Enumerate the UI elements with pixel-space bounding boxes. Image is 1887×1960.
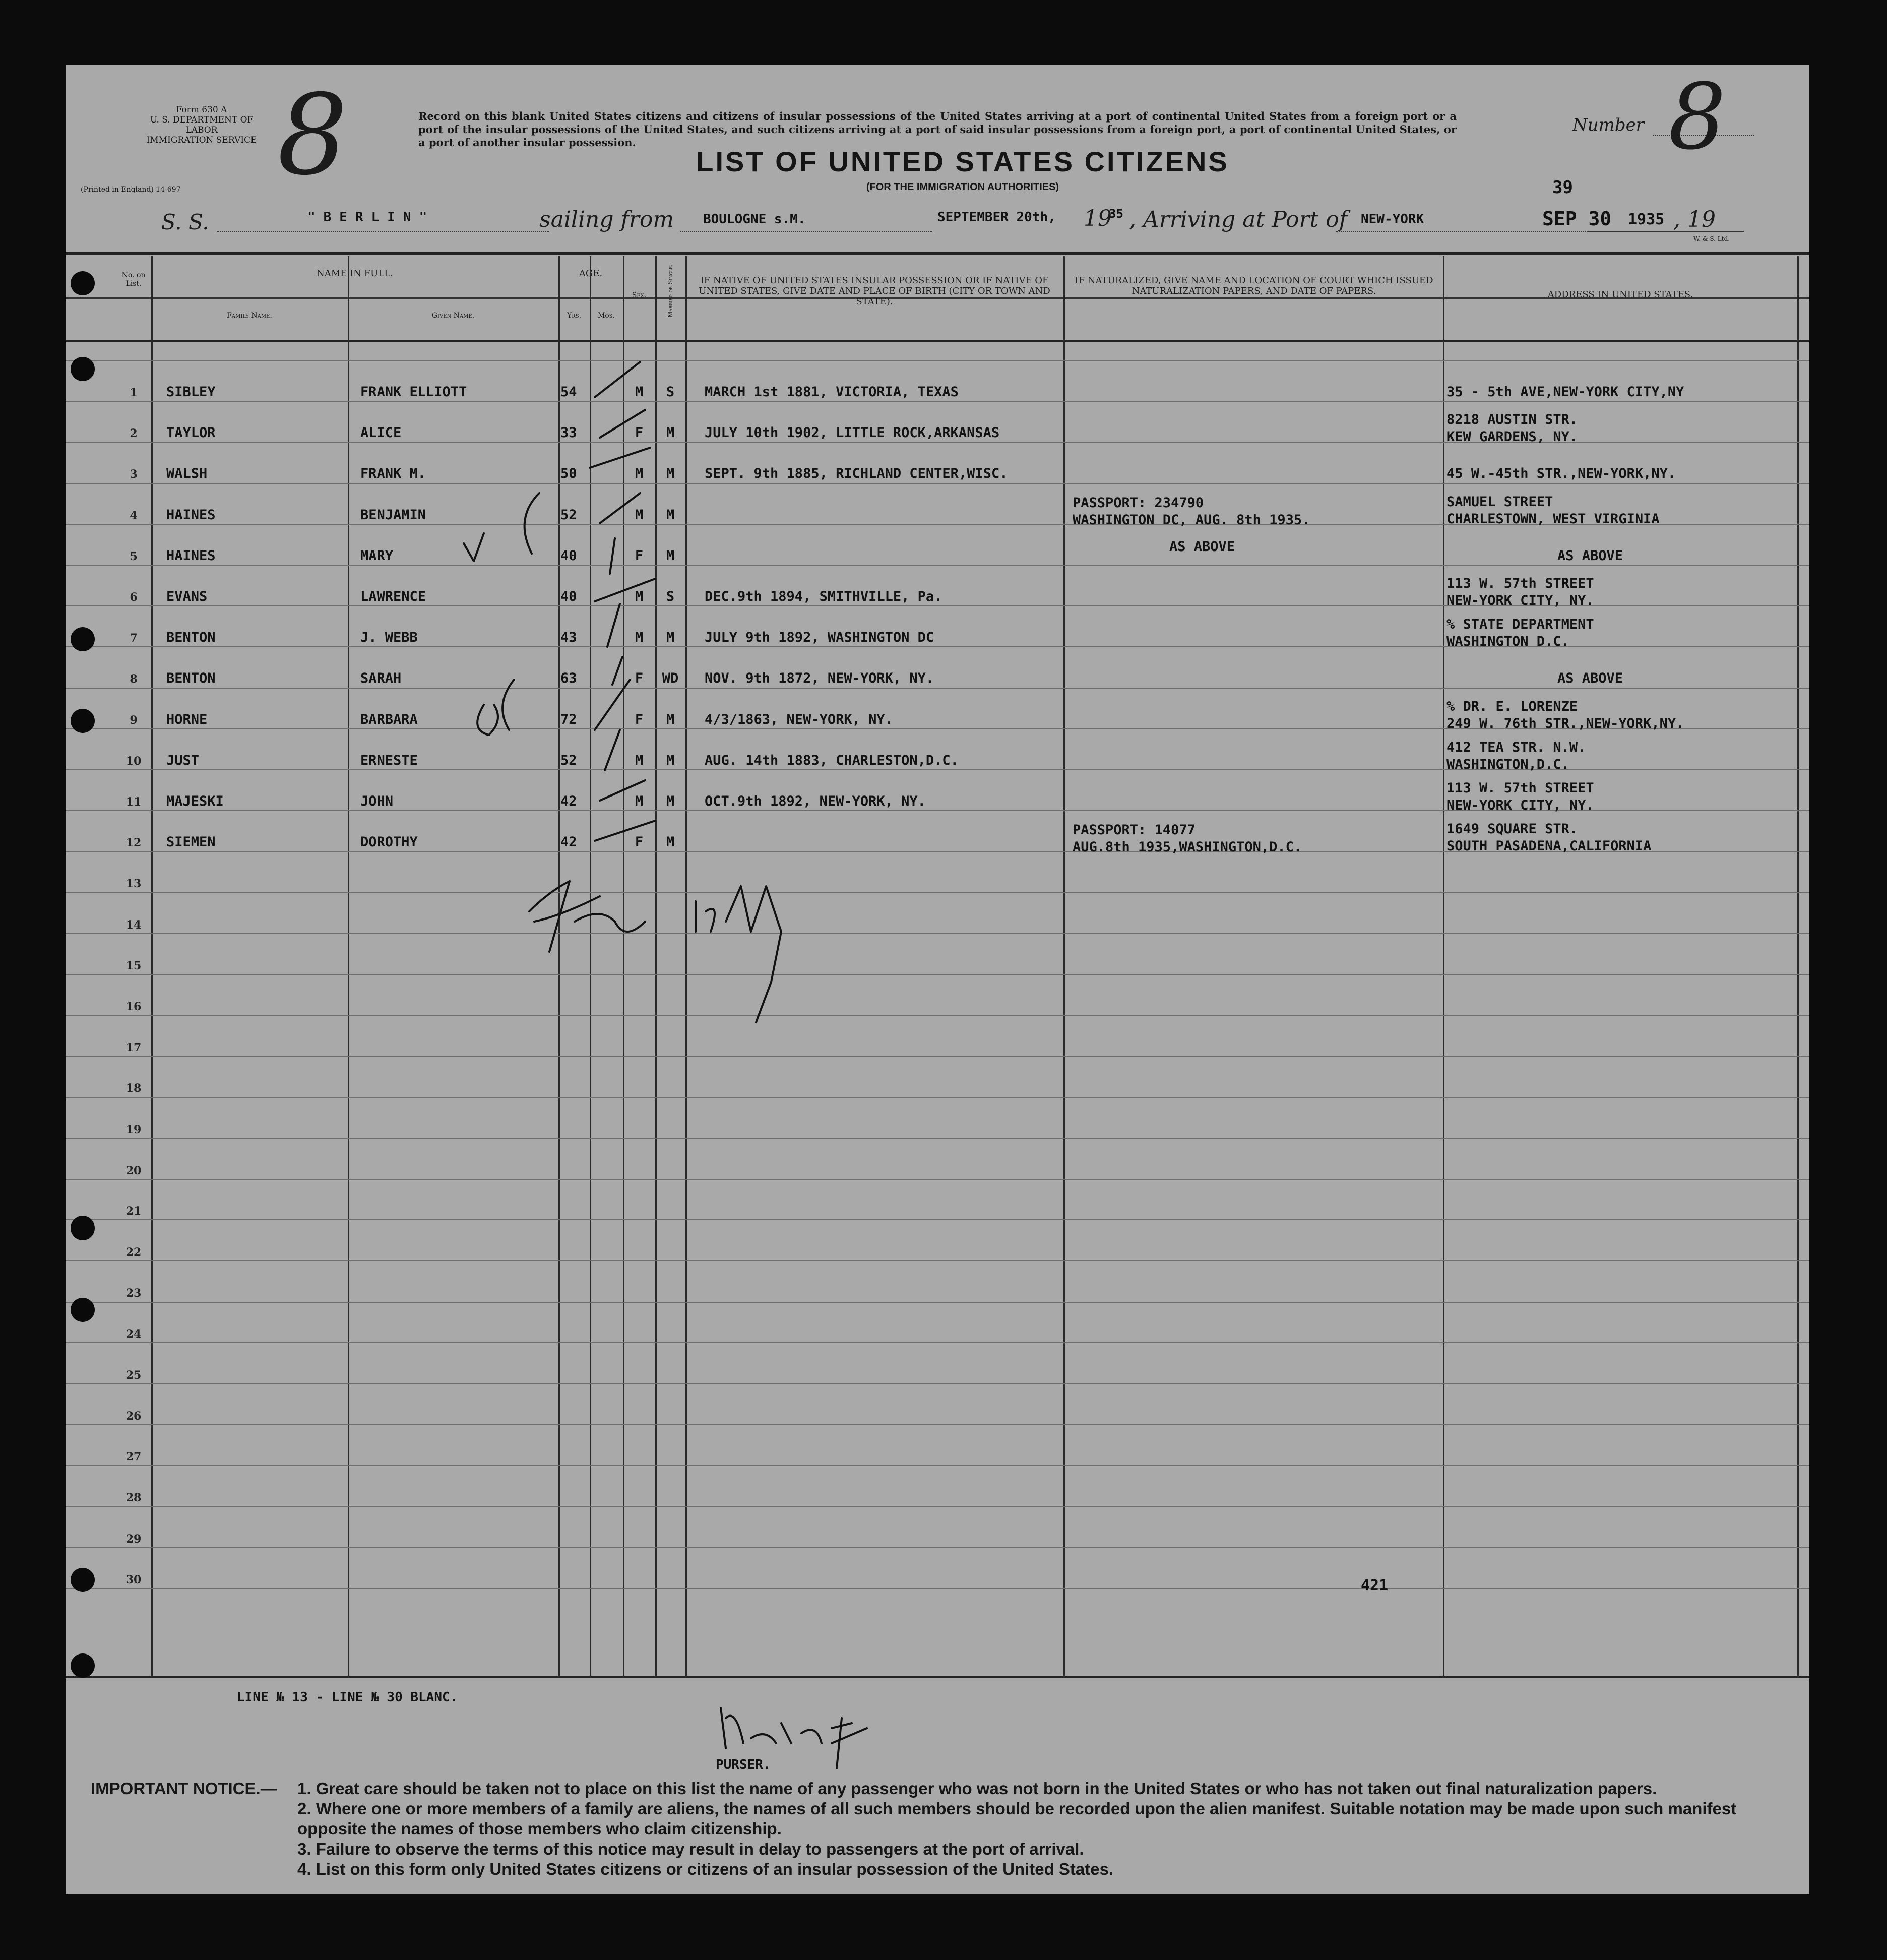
manifest-sheet: [66, 65, 1809, 1894]
birth-info: 4/3/1863, NEW-YORK, NY.: [705, 711, 893, 727]
address-line-1: AS ABOVE: [1557, 670, 1623, 687]
family-name: TAYLOR: [166, 425, 216, 441]
notice-item: 1. Great care should be taken not to place on this list the name of any passenger who was not born in the United States or who has not taken out final naturalization papers.: [297, 1779, 1657, 1798]
printer-mark: W. & S. Ltd.: [1693, 235, 1730, 242]
marital-status: M: [666, 425, 675, 441]
marital-status: M: [666, 834, 675, 850]
marital-status: M: [666, 547, 675, 564]
age-years: 42: [560, 834, 577, 850]
birth-info: SEPT. 9th 1885, RICHLAND CENTER,WISC.: [705, 466, 1008, 482]
address-line-2: NEW-YORK CITY, NY.: [1446, 593, 1594, 608]
birth-info: OCT.9th 1892, NEW-YORK, NY.: [705, 793, 926, 809]
header-no: No. on List.: [121, 271, 146, 288]
naturalization-line-2: AUG.8th 1935,WASHINGTON,D.C.: [1073, 839, 1302, 855]
row-number: 13: [125, 877, 142, 891]
given-name: SARAH: [360, 670, 402, 687]
address-line-2: CHARLESTOWN, WEST VIRGINIA: [1446, 511, 1660, 527]
row-number: 17: [125, 1041, 142, 1055]
row-number: 8: [130, 672, 138, 686]
header-given: Given Name.: [431, 312, 475, 320]
handwritten-time-note: [696, 886, 781, 1022]
sex-value: M: [635, 384, 644, 400]
given-name: ALICE: [360, 425, 402, 441]
check-mark: [600, 410, 645, 438]
address-line-1: AS ABOVE: [1557, 547, 1623, 564]
bracket-mark: [525, 493, 539, 554]
handwritten-annotations: [66, 65, 1809, 1894]
header-name-full: NAME IN FULL.: [317, 268, 393, 279]
sex-value: F: [635, 547, 644, 564]
arriving-label: , Arriving at Port of: [1129, 207, 1347, 232]
age-years: 63: [560, 670, 577, 687]
row-number: 21: [125, 1205, 142, 1218]
header-mos: Mos.: [598, 312, 615, 320]
stamp-date: SEP 30: [1542, 208, 1612, 230]
family-name: SIBLEY: [166, 384, 216, 400]
row-number: 14: [125, 918, 142, 932]
check-mark: [595, 579, 655, 601]
address-line-1: 113 W. 57th STREET: [1446, 576, 1594, 591]
age-years: 42: [560, 793, 577, 809]
age-years: 40: [560, 589, 577, 604]
header-yrs: Yrs.: [567, 312, 582, 320]
year-suffix: 35: [1109, 207, 1123, 221]
sex-value: M: [635, 793, 644, 809]
family-name: WALSH: [166, 466, 208, 482]
birth-info: AUG. 14th 1883, CHARLESTON,D.C.: [705, 752, 959, 768]
punch-hole: [71, 1298, 95, 1322]
given-name: JOHN: [360, 793, 394, 809]
notice-item: 2. Where one or more members of a family are aliens, the names of all such members should be recorded upon the alien manifest. Suitable notation may be made upon such manifest opposite the names of those members who claim citizenship.: [297, 1799, 1737, 1838]
birth-info: NOV. 9th 1872, NEW-YORK, NY.: [705, 670, 934, 687]
handwritten-time-note: [529, 881, 645, 952]
marital-status: M: [666, 466, 675, 482]
age-years: 40: [560, 547, 577, 564]
ship-label: S. S.: [161, 210, 209, 234]
intro-text: Record on this blank United States citizens and citizens of insular possessions of the United States arriving at a port of continental United States from a foreign port or a port of the insular possessions of the United States, and such citizens arriving at a port of said insular possessions from a foreign port, a port of continental United States, or a port of another insular possession.: [418, 110, 1457, 149]
header-age: AGE.: [579, 268, 603, 279]
check-mark: [595, 680, 630, 730]
header-married: Married or Single.: [667, 264, 674, 318]
age-years: 52: [560, 507, 577, 523]
given-name: BENJAMIN: [360, 507, 426, 523]
check-mark: [610, 538, 615, 574]
sex-value: M: [635, 630, 644, 646]
marital-status: M: [666, 711, 675, 727]
check-mark: [590, 448, 650, 468]
row-number: 24: [125, 1327, 142, 1341]
address-line-1: % DR. E. LORENZE: [1446, 698, 1578, 714]
form-title: LIST OF UNITED STATES CITIZENS: [696, 146, 1229, 177]
row-number: 9: [130, 713, 138, 727]
form-number: Form 630 A: [176, 105, 227, 115]
given-name: FRANK M.: [360, 466, 426, 482]
year-field: , 19: [1673, 207, 1716, 232]
punch-hole: [71, 1568, 95, 1592]
family-name: EVANS: [166, 589, 208, 604]
row-number: 1: [130, 386, 138, 399]
sex-value: M: [635, 752, 644, 768]
age-years: 72: [560, 711, 577, 727]
family-name: MAJESKI: [166, 793, 224, 809]
initial-mark: [477, 705, 498, 735]
blank-lines-note: LINE № 13 - LINE № 30 BLANC.: [237, 1690, 458, 1705]
sex-value: M: [635, 507, 644, 523]
age-years: 43: [560, 630, 577, 646]
family-name: HAINES: [166, 547, 216, 564]
row-number: 16: [125, 1000, 142, 1013]
row-number: 18: [125, 1082, 142, 1095]
row-number: 4: [130, 509, 138, 522]
row-number: 10: [125, 754, 142, 768]
row-number: 30: [125, 1573, 142, 1586]
row-number: 25: [125, 1368, 142, 1382]
department-name: U. S. DEPARTMENT OF LABOR: [150, 115, 254, 135]
address-line-1: 45 W.-45th STR.,NEW-YORK,NY.: [1446, 466, 1676, 482]
service-name: IMMIGRATION SERVICE: [146, 135, 257, 145]
punch-hole: [71, 1216, 95, 1240]
header-family: Family Name.: [227, 312, 272, 320]
marital-status: S: [666, 384, 675, 400]
printed-note: (Printed in England) 14-697: [81, 186, 181, 194]
age-years: 52: [560, 752, 577, 768]
page-stamp: 421: [1361, 1577, 1389, 1595]
row-number: 26: [125, 1410, 142, 1423]
given-name: J. WEBB: [360, 630, 418, 646]
given-name: DOROTHY: [360, 834, 418, 850]
marital-status: M: [666, 752, 675, 768]
row-number: 20: [125, 1163, 142, 1177]
row-number: 7: [130, 632, 138, 645]
naturalization-line-1: PASSPORT: 14077: [1073, 822, 1196, 838]
given-name: FRANK ELLIOTT: [360, 384, 467, 400]
header-native: IF NATIVE OF UNITED STATES INSULAR POSSESSION OR IF NATIVE OF UNITED STATES, GIVE DATE AND PLACE OF BIRTH (CITY OR TOWN AND STATE).: [699, 275, 1050, 307]
address-line-2: WASHINGTON D.C.: [1446, 634, 1569, 650]
check-mark: [595, 362, 640, 397]
notice-item: 3. Failure to observe the terms of this notice may result in delay to passengers at the port of arrival.: [297, 1840, 1084, 1858]
naturalization-line-1: PASSPORT: 234790: [1073, 495, 1204, 511]
number-label: Number: [1572, 115, 1645, 135]
given-name: ERNESTE: [360, 752, 418, 768]
age-years: 54: [560, 384, 577, 400]
address-line-2: NEW-YORK CITY, NY.: [1446, 798, 1594, 813]
naturalization-line-1: AS ABOVE: [1169, 538, 1235, 555]
year-prefix: 19: [1084, 206, 1112, 231]
row-number: 11: [125, 795, 142, 809]
notice-items: [297, 1779, 1769, 1879]
tick-mark: [464, 533, 484, 561]
punch-hole: [71, 709, 95, 733]
row-number: 19: [125, 1123, 142, 1136]
row-number: 22: [125, 1246, 142, 1259]
sex-value: F: [635, 425, 644, 441]
header-sex: Sex.: [632, 291, 647, 299]
address-line-1: 1649 SQUARE STR.: [1446, 821, 1578, 837]
punch-hole: [71, 271, 95, 295]
row-number: 5: [130, 549, 138, 563]
family-name: SIEMEN: [166, 834, 216, 850]
big-list-number: 8: [277, 71, 348, 200]
row-number: 12: [125, 836, 142, 850]
given-name: LAWRENCE: [360, 589, 426, 604]
check-mark: [607, 604, 620, 647]
address-line-1: % STATE DEPARTMENT: [1446, 617, 1594, 633]
marital-status: WD: [662, 670, 679, 687]
arrival-port: NEW-YORK: [1361, 212, 1424, 227]
row-number: 2: [130, 427, 138, 441]
age-years: 33: [560, 425, 577, 441]
marital-status: M: [666, 793, 675, 809]
address-line-1: SAMUEL STREET: [1446, 494, 1553, 510]
purser-label: PURSER.: [716, 1757, 771, 1772]
age-years: 50: [560, 466, 577, 482]
given-name: BARBARA: [360, 711, 418, 727]
row-number: 6: [130, 591, 138, 604]
address-line-1: 8218 AUSTIN STR.: [1446, 412, 1578, 428]
sailing-label: sailing from: [539, 207, 674, 232]
punch-hole: [71, 357, 95, 381]
family-name: JUST: [166, 752, 200, 768]
punch-hole: [71, 627, 95, 651]
form-subtitle: (FOR THE IMMIGRATION AUTHORITIES): [866, 181, 1059, 193]
row-number: 28: [125, 1491, 142, 1505]
sex-value: M: [635, 589, 644, 604]
bracket-mark: [502, 680, 514, 730]
birth-info: JULY 9th 1892, WASHINGTON DC: [705, 630, 934, 646]
check-mark: [600, 493, 640, 523]
marital-status: M: [666, 507, 675, 523]
row-number: 27: [125, 1450, 142, 1464]
address-line-2: KEW GARDENS, NY.: [1446, 429, 1578, 445]
given-name: MARY: [360, 547, 394, 564]
important-notice: [91, 1779, 1769, 1879]
row-number: 23: [125, 1287, 142, 1300]
row-number: 3: [130, 468, 138, 481]
address-line-2: 249 W. 76th STR.,NEW-YORK,NY.: [1446, 715, 1684, 731]
check-mark: [605, 730, 620, 770]
ship-name: "BERLIN": [307, 210, 435, 225]
sailing-from: BOULOGNE s.M.: [703, 212, 806, 227]
family-name: BENTON: [166, 670, 216, 687]
punch-hole: [71, 1653, 95, 1678]
number-value: 8: [1668, 65, 1726, 170]
notice-label: IMPORTANT NOTICE.—: [91, 1779, 277, 1798]
check-mark: [612, 657, 622, 685]
address-line-2: WASHINGTON,D.C.: [1446, 756, 1569, 772]
address-line-2: SOUTH PASADENA,CALIFORNIA: [1446, 838, 1652, 854]
stamp-year: 1935: [1628, 211, 1665, 228]
notice-item: 4. List on this form only United States citizens or citizens of an insular possession of the United States.: [297, 1860, 1114, 1878]
marital-status: S: [666, 589, 675, 604]
address-line-1: 113 W. 57th STREET: [1446, 780, 1594, 796]
address-line-1: 412 TEA STR. N.W.: [1446, 739, 1586, 755]
family-name: HAINES: [166, 507, 216, 523]
sex-value: F: [635, 834, 644, 850]
sex-value: F: [635, 711, 644, 727]
check-mark: [595, 821, 655, 841]
row-number: 29: [125, 1532, 142, 1546]
row-number: 15: [125, 959, 142, 972]
family-name: HORNE: [166, 711, 208, 727]
birth-info: DEC.9th 1894, SMITHVILLE, Pa.: [705, 589, 942, 604]
birth-info: JULY 10th 1902, LITTLE ROCK,ARKANSAS: [705, 425, 1000, 441]
departure-date: SEPTEMBER 20th,: [937, 210, 1056, 225]
marital-status: M: [666, 630, 675, 646]
family-name: BENTON: [166, 630, 216, 646]
check-mark: [600, 780, 645, 801]
stamp-year-top: 39: [1552, 177, 1573, 198]
birth-info: MARCH 1st 1881, VICTORIA, TEXAS: [705, 384, 959, 400]
naturalization-line-2: WASHINGTON DC, AUG. 8th 1935.: [1073, 512, 1310, 528]
sex-value: M: [635, 466, 644, 482]
address-line-1: 35 - 5th AVE,NEW-YORK CITY,NY: [1446, 384, 1684, 400]
header-naturalized: IF NATURALIZED, GIVE NAME AND LOCATION OF COURT WHICH ISSUED NATURALIZATION PAPERS, AND DATE OF PAPERS.: [1075, 275, 1433, 296]
header-address: ADDRESS IN UNITED STATES.: [1547, 289, 1693, 300]
sex-value: F: [635, 670, 644, 687]
